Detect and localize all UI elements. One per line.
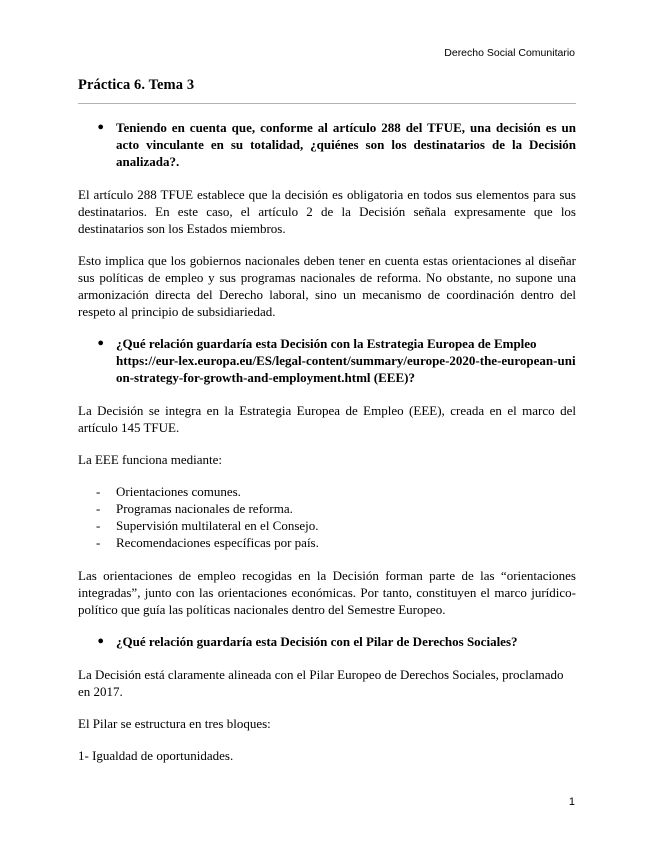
- question-2-lead: ¿Qué relación guardaría esta Decisión con la Estrategia Europea de Empleo: [116, 336, 537, 351]
- page-number: 1: [568, 796, 575, 808]
- paragraph: Las orientaciones de empleo recogidas en la Decisión forman parte de las “orientaciones integradas”, junto con las orientaciones económicas. Por tanto, constituyen el marco jurídico-político que guía las políticas nacionales dentro del Semestre Europeo.: [78, 568, 576, 617]
- question-2-text: [116, 335, 576, 386]
- paragraph: La EEE funciona mediante:: [78, 452, 223, 467]
- list-item: [78, 483, 576, 500]
- question-3: [78, 633, 576, 650]
- running-header: Derecho Social Comunitario: [444, 47, 575, 59]
- dash-marker: -: [96, 535, 101, 550]
- list-item: [78, 500, 576, 517]
- dash-marker: -: [96, 501, 101, 516]
- bullet-icon: ●: [97, 121, 104, 133]
- eur-lex-link[interactable]: [116, 352, 576, 386]
- dash-marker: -: [96, 484, 101, 499]
- list-item-text: Orientaciones comunes.: [116, 484, 241, 499]
- list-item-text: Programas nacionales de reforma.: [116, 501, 293, 516]
- question-3-text: ¿Qué relación guardaría esta Decisión con el Pilar de Derechos Sociales?: [116, 634, 518, 649]
- eee-list: [78, 483, 576, 551]
- list-item: [78, 517, 576, 534]
- paragraph: El artículo 288 TFUE establece que la decisión es obligatoria en todos sus elementos para sus destinatarios. En este caso, el artículo 2 de la Decisión señala expresamente que los destinatarios son los Estados miembros.: [78, 187, 576, 236]
- bullet-icon: ●: [97, 337, 104, 349]
- paragraph: Esto implica que los gobiernos nacionales deben tener en cuenta estas orientaciones al diseñar sus políticas de empleo y sus programas nacionales de reforma. No obstante, no supone una armonización directa del Derecho laboral, sino un mecanismo de coordinación dentro del respeto al principio de subsidiariedad.: [78, 253, 576, 319]
- document-body: [78, 119, 576, 779]
- page-title: Práctica 6. Tema 3: [78, 77, 195, 93]
- paragraph: La Decisión se integra en la Estrategia Europea de Empleo (EEE), creada en el marco del artículo 145 TFUE.: [78, 403, 576, 435]
- question-1: [78, 119, 576, 170]
- eur-lex-link-url[interactable]: https://eur-lex.europa.eu/ES/legal-content/summary/europe-2020-the-european-union-strategy-for-growth-and-employment.html: [116, 353, 576, 385]
- paragraph: 1- Igualdad de oportunidades.: [78, 748, 234, 763]
- paragraph: El Pilar se estructura en tres bloques:: [78, 716, 271, 731]
- list-item-text: Recomendaciones específicas por país.: [116, 535, 319, 550]
- paragraph: La Decisión está claramente alineada con el Pilar Europeo de Derechos Sociales, proclamado en 2017.: [78, 667, 564, 699]
- question-1-text: Teniendo en cuenta que, conforme al artículo 288 del TFUE, una decisión es un acto vinculante en su totalidad, ¿quiénes son los destinatarios de la Decisión analizada?.: [116, 120, 576, 169]
- list-item: [78, 534, 576, 551]
- list-item-text: Supervisión multilateral en el Consejo.: [116, 518, 319, 533]
- dash-marker: -: [96, 518, 101, 533]
- bullet-icon: ●: [97, 635, 104, 647]
- question-2: [78, 335, 576, 386]
- question-2-tail: (EEE)?: [370, 370, 415, 385]
- title-divider: [78, 103, 576, 104]
